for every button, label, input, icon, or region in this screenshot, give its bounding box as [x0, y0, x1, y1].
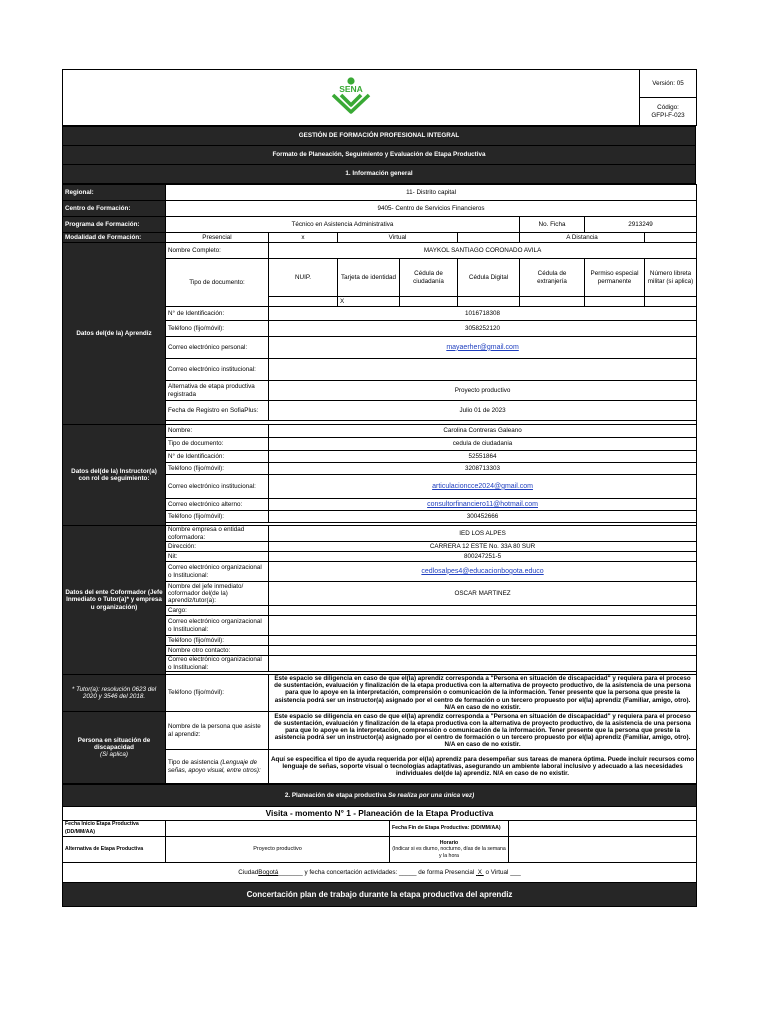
aprendiz-correo-personal-label: Correo electrónico personal:: [166, 337, 269, 359]
presencial-mark[interactable]: [476, 869, 484, 876]
visita-title: Visita - momento N° 1 - Planeación de la Etapa Productiva: [63, 807, 697, 821]
tutor-tel-label: Teléfono (fijo/móvil):: [166, 675, 269, 712]
instructor-correo-alt-cell: [269, 499, 697, 511]
section-1-title: 1. Información general: [63, 165, 696, 184]
discapacidad-nombre-note[interactable]: Este espacio se diligencia en caso de que el(la) aprendiz corresponda a "Persona en situación de discapacidad" y requiera para el proceso de sustentación, evaluación y finalización de la etapa productiva con la alternativa de proyecto productivo, de la asistencia de una persona para que lo apoye en la interpretación, comprensión o comunicación de la información. Tener presente que la persona que preste la asistencia podrá ser un instructor(a) asignado por el centro de formación o un tercero propuesto por el(la) aprendiz (Familiar, amigo, otro). N/A en caso de no existir.: [269, 712, 697, 750]
coformador-correo-jefe-label: Correo electrónico organizacional o Institucional:: [166, 616, 269, 636]
aprendiz-nombre-value[interactable]: MAYKOL SANTIAGO CORONADO AVILA: [269, 243, 697, 259]
coformador-group-label: Datos del ente Coformador (Jefe Inmediato o Tutor(a)* y empresa u organización): [63, 526, 166, 675]
instructor-id-value[interactable]: 52551864: [269, 451, 697, 463]
code-value: GFPI-F-023: [651, 111, 685, 119]
aprendiz-group-label: Datos del(de la) Aprendiz: [63, 243, 166, 425]
discapacidad-tipo-label-italic: (Lenguaje de señas, apoyo visual, entre otros):: [168, 759, 261, 774]
ciudad-row: CiudadBogotá_______ y fecha concertación actividades: _____ de forma Presencial X o Virtual ___: [63, 863, 697, 883]
fecha-concertacion-blank[interactable]: _____: [399, 868, 417, 876]
fecha-fin-value[interactable]: [509, 821, 697, 837]
regional-value[interactable]: 11- Distrito capital: [166, 185, 697, 201]
regional-label: Regional:: [63, 185, 166, 201]
document: [62, 69, 696, 907]
forma-presencial-label: de forma Presencial: [418, 868, 475, 876]
aprendiz-tel-value[interactable]: 3058252120: [269, 321, 697, 337]
aprendiz-fecha-registro-value[interactable]: Julio 01 de 2023: [269, 401, 697, 421]
ficha-value[interactable]: 2913249: [585, 217, 697, 233]
instructor-tel-value[interactable]: 3208713303: [269, 463, 697, 475]
horario-label: Horario: [439, 840, 459, 847]
coformador-otro-contacto-value[interactable]: [269, 646, 697, 656]
logo-cell: [63, 70, 640, 126]
doc-mark-tarjeta[interactable]: X: [338, 297, 400, 307]
discapacidad-tipo-cell: [166, 750, 269, 784]
fecha-concertacion-label: y fecha concertación actividades:: [304, 868, 398, 876]
section-2-title-italic: Se realiza por una única vez): [388, 791, 475, 799]
code-cell: [640, 98, 697, 126]
centro-value[interactable]: 9405- Centro de Servicios Financieros: [166, 201, 697, 217]
aprendiz-id-value[interactable]: 1016718308: [269, 307, 697, 321]
doc-mark-cedula-digital[interactable]: [458, 297, 520, 307]
horario-sub: (Indicar si es diurno, nocturno, días de la semana y la hora: [392, 846, 506, 859]
ciudad-label: Ciudad: [238, 868, 259, 876]
aprendiz-tipo-doc-label: Tipo de documento:: [166, 259, 269, 307]
aprendiz-correo-personal-cell: [269, 337, 697, 359]
discapacidad-nombre-label: Nombre de la persona que asiste al aprendiz:: [166, 712, 269, 750]
coformador-empresa-label: Nombre empresa o entidad coformadora:: [166, 526, 269, 542]
coformador-cargo-value[interactable]: [269, 606, 697, 616]
discapacidad-group-cell: [63, 712, 166, 784]
alternativa-ep-label: Alternativa de Etapa Productiva: [63, 837, 166, 863]
coformador-correo-org-cell: [269, 562, 697, 582]
concertacion-title: Concertación plan de trabajo durante la etapa productiva del aprendiz: [63, 883, 697, 907]
aprendiz-tel-label: Teléfono (fijo/móvil):: [166, 321, 269, 337]
version-label: Versión: 05: [640, 70, 697, 98]
section2-table: [62, 784, 697, 907]
coformador-correo-otro-label: Correo electrónico organizacional o Institucional:: [166, 656, 269, 672]
coformador-tel-value[interactable]: [269, 636, 697, 646]
instructor-nombre-value[interactable]: Carolina Contreras Galeano: [269, 425, 697, 438]
centro-label: Centro de Formación:: [63, 201, 166, 217]
discapacidad-tipo-label: Tipo de asistencia: [168, 759, 219, 767]
section-2-title-cell: [63, 785, 697, 807]
fecha-inicio-value[interactable]: [166, 821, 390, 837]
fecha-fin-label: Fecha Fin de Etapa Productiva: (DD/MM/AA): [390, 821, 509, 837]
virtual-blank[interactable]: ___: [510, 868, 521, 876]
instructor-nombre-label: Nombre:: [166, 425, 269, 438]
instructor-correo-inst-label: Correo electrónico institucional:: [166, 475, 269, 499]
aprendiz-correo-personal-link[interactable]: mayaerher@gmail.com: [446, 343, 519, 351]
aprendiz-alternativa-label: Alternativa de etapa productiva registrada: [166, 381, 269, 401]
modalidad-label: Modalidad de Formación:: [63, 233, 166, 243]
title-bands: [62, 126, 696, 184]
coformador-nit-value[interactable]: 800247251-5: [269, 552, 697, 562]
instructor-tel-label: Teléfono (fijo/móvil):: [166, 463, 269, 475]
doc-option-libreta: Número libreta militar (si aplica): [645, 259, 697, 297]
tutor-tel-note[interactable]: Este espacio se diligencia en caso de que el(la) aprendiz corresponda a "Persona en situación de discapacidad" y requiera para el proceso de sustentación, evaluación y finalización de la etapa productiva con la alternativa de proyecto productivo, de la asistencia de una persona para que lo apoye en la interpretación, comprensión o comunicación de la información. Tener presente que la persona que preste la asistencia podrá ser un instructor(a) asignado por el centro de formación o un tercero propuesto por el(la) aprendiz (Familiar, amigo, otro). N/A en caso de no existir.: [269, 675, 697, 712]
instructor-correo-alt-link[interactable]: consultorfinanciero11@hotmail.com: [427, 500, 538, 508]
modalidad-presencial-mark[interactable]: x: [269, 233, 338, 243]
alternativa-ep-value[interactable]: Proyecto productivo: [166, 837, 390, 863]
coformador-empresa-value[interactable]: IED LOS ALPES: [269, 526, 697, 542]
title-format: Formato de Planeación, Seguimiento y Evaluación de Etapa Productiva: [63, 146, 696, 165]
coformador-jefe-label: Nombre del jefe inmediato/ coformador del(de la) aprendiz/tutor(a):: [166, 582, 269, 606]
instructor-id-label: N° de Identificación:: [166, 451, 269, 463]
instructor-tel2-value[interactable]: 300452666: [269, 511, 697, 523]
doc-mark-permiso[interactable]: [585, 297, 645, 307]
ciudad-value[interactable]: Bogotá: [258, 868, 279, 876]
coformador-correo-otro-value[interactable]: [269, 656, 697, 672]
discapacidad-group-sub: (Si aplica): [100, 751, 128, 759]
doc-option-cedula-digital: Cédula Digital: [458, 259, 520, 297]
virtual-label: o Virtual: [485, 868, 509, 876]
ficha-label: No. Ficha: [520, 217, 585, 233]
coformador-direccion-label: Dirección:: [166, 542, 269, 552]
section-2-title: 2. Planeación de etapa productiva: [284, 791, 387, 799]
modalidad-distancia: A Distancia: [520, 233, 645, 243]
aprendiz-id-label: N° de Identificación:: [166, 307, 269, 321]
instructor-group-label: Datos del(de la) Instructor(a) con rol de seguimiento:: [63, 425, 166, 526]
aprendiz-alternativa-value[interactable]: Proyecto productivo: [269, 381, 697, 401]
doc-mark-extranjeria[interactable]: [520, 297, 585, 307]
doc-option-extranjeria: Cédula de extranjería: [520, 259, 585, 297]
aprendiz-nombre-label: Nombre Completo:: [166, 243, 269, 259]
coformador-correo-org-link[interactable]: cedlosalpes4@educacionbogota.educo: [421, 567, 544, 575]
coformador-otro-contacto-label: Nombre otro contacto:: [166, 646, 269, 656]
aprendiz-correo-inst-label: Correo electrónico institucional:: [166, 359, 269, 381]
coformador-direccion-value[interactable]: CARRERA 12 ESTE No. 33A 80 SUR: [269, 542, 697, 552]
coformador-tel-label: Teléfono (fijo/móvil):: [166, 636, 269, 646]
horario-value[interactable]: [509, 837, 697, 863]
modalidad-distancia-mark[interactable]: [645, 233, 697, 243]
fecha-inicio-label: Fecha Inicio Etapa Productiva (DD/MM/AA): [63, 821, 166, 837]
discapacidad-tipo-note[interactable]: Aquí se especifica el tipo de ayuda requerida por el(la) aprendiz para desempeñar sus tareas de manera óptima. Puede incluir recursos como lenguaje de señas, soporte visual o tecnologías adaptativas, asegurando un ambiente laboral inclusivo y adecuado a las necesidades individuales del(de la) aprendiz. N/A en caso de no existir.: [269, 750, 697, 784]
coformador-nit-label: Nit:: [166, 552, 269, 562]
aprendiz-fecha-registro-label: Fecha de Registro en SofiaPlus:: [166, 401, 269, 421]
svg-text:SENA: SENA: [339, 84, 363, 95]
coformador-jefe-value[interactable]: OSCAR MARTINEZ: [269, 582, 697, 606]
modalidad-presencial: Presencial: [166, 233, 269, 243]
programa-value[interactable]: Técnico en Asistencia Administrativa: [166, 217, 520, 233]
instructor-tel2-label: Teléfono (fijo/móvil):: [166, 511, 269, 523]
programa-label: Programa de Formación:: [63, 217, 166, 233]
title-main: GESTIÓN DE FORMACIÓN PROFESIONAL INTEGRAL: [63, 127, 696, 146]
coformador-correo-org-label: Correo electrónico organizacional o Institucional:: [166, 562, 269, 582]
doc-mark-nuip[interactable]: [269, 297, 338, 307]
doc-mark-libreta[interactable]: [645, 297, 697, 307]
doc-option-nuip: NUIP.: [269, 259, 338, 297]
code-label: Código:: [657, 104, 679, 112]
horario-cell: [390, 837, 509, 863]
instructor-tipo-doc-value[interactable]: cedula de ciudadania: [269, 438, 697, 451]
instructor-correo-alt-label: Correo electrónico alterno:: [166, 499, 269, 511]
instructor-tipo-doc-label: Tipo de documento:: [166, 438, 269, 451]
header-table: [62, 69, 697, 126]
presencial-mark-value: X: [477, 868, 482, 876]
info-table: [62, 184, 697, 784]
modalidad-virtual: Virtual: [338, 233, 458, 243]
doc-option-permiso: Permiso especial permanente: [585, 259, 645, 297]
instructor-correo-inst-link[interactable]: articulacioncce2024@gmail.com: [432, 482, 533, 490]
modalidad-virtual-mark[interactable]: [458, 233, 520, 243]
doc-option-cedula: Cédula de ciudadanía: [400, 259, 458, 297]
instructor-correo-inst-cell: [269, 475, 697, 499]
sena-logo: [328, 77, 374, 115]
tutor-note: * Tutor(a): resolución 0623 del 2020 y 3546 del 2018.: [63, 675, 166, 712]
aprendiz-correo-inst-value[interactable]: [269, 359, 697, 381]
coformador-correo-jefe-value[interactable]: [269, 616, 697, 636]
doc-mark-cedula[interactable]: [400, 297, 458, 307]
discapacidad-group-label: Persona en situación de discapacidad: [77, 736, 151, 751]
coformador-cargo-label: Cargo:: [166, 606, 269, 616]
doc-option-tarjeta: Tarjeta de identidad: [338, 259, 400, 297]
